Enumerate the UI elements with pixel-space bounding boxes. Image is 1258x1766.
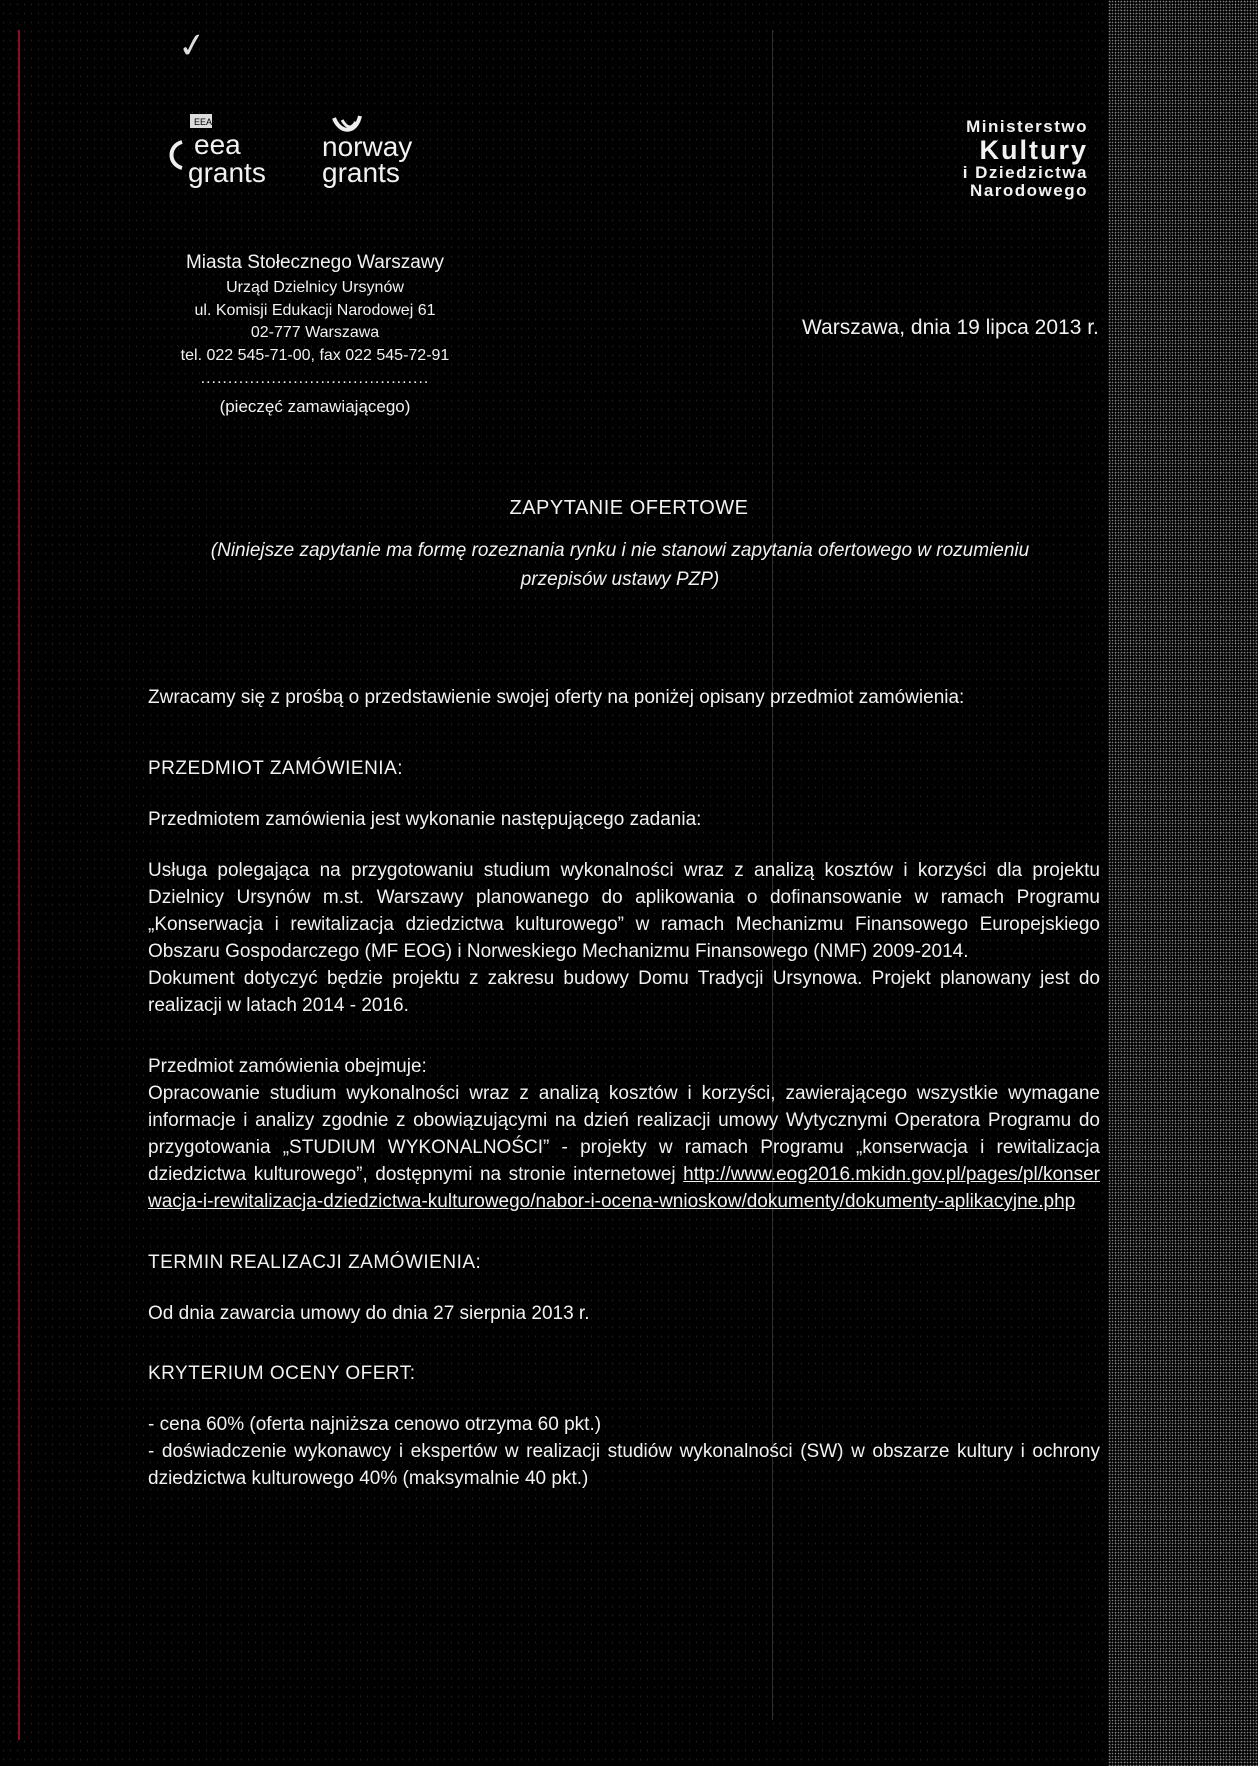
stamp-line: Urząd Dzielnicy Ursynów	[226, 278, 404, 296]
orderer-stamp	[150, 250, 480, 419]
eea-logo-word-2: grants	[188, 157, 266, 188]
subject-paragraph-2: Dokument dotyczyć będzie projektu z zakresu budowy Domu Tradycji Ursynowa. Projekt planowany jest do realizacji w latach 2014 - 2016.	[148, 967, 1100, 1016]
scope-link[interactable]: http://www.eog2016.mkidn.gov.pl/pages/pl/konserwacja-i-rewitalizacja-dziedzictwa-kulturowego/nabor-i-ocena-wnioskow/dokumenty/dokumenty-aplikacyjne.php	[148, 1163, 1101, 1212]
norway-grants-logo	[320, 112, 460, 192]
scan-red-margin-line	[18, 30, 20, 1740]
stamp-line: tel. 022 545-71-00, fax 022 545-72-91	[180, 347, 450, 365]
eea-grants-swirl-icon	[160, 112, 295, 192]
criteria-item: - cena 60% (oferta najniższa cenowo otrzyma 60 pkt.)	[148, 1414, 602, 1436]
stamp-line: Miasta Stołecznego Warszawy	[185, 252, 444, 273]
document-body	[148, 685, 1100, 1493]
scope-heading: Przedmiot zamówienia obejmuje:	[148, 1055, 427, 1077]
subject-paragraph-1: Usługa polegająca na przygotowaniu studium wykonalności wraz z analizą kosztów i korzyści dla projektu Dzielnicy Ursynów m.st. Warszawy planowanego do aplikowania o dofinansowanie w ramach Programu „Konserwacja i rewitalizacja dziedzictwa kulturowego” w ramach Mechanizmu Finansowego Europejskiego Obszaru Gospodarczego (MF EOG) i Norweskiego Mechanizmu Finansowego (NMF) 2009-2014.	[148, 859, 1100, 962]
norway-grants-heart-icon	[320, 112, 460, 192]
subject-lead: Przedmiotem zamówienia jest wykonanie następującego zadania:	[148, 808, 702, 830]
intro-paragraph: Zwracamy się z prośbą o przedstawienie swojej oferty na poniżej opisany przedmiot zamówienia:	[148, 687, 965, 708]
ministry-logo-line-3: i Dziedzictwa	[962, 163, 1088, 183]
stamp-dotted-line: ..........................................	[200, 369, 430, 387]
ministry-logo-line-1: Ministerstwo	[966, 117, 1088, 136]
stamp-line: 02-777 Warszawa	[250, 324, 380, 342]
scope-paragraph	[148, 1081, 1100, 1216]
norway-logo-word-2: grants	[322, 157, 400, 188]
eea-logo-word-1: eea	[194, 129, 241, 160]
scan-edge-noise	[1108, 0, 1258, 1766]
ministry-logo-line-2: Kultury	[979, 134, 1088, 165]
ministry-logo	[928, 118, 1088, 200]
scope-text: Opracowanie studium wykonalności wraz z analizą kosztów i korzyści, zawierającego wszystkie wymagane informacje i analizy zgodnie z obowiązującymi na dzień realizacji umowy Wytycznymi Operatora Programu do przygotowania „STUDIUM WYKONALNOŚCI” - projekty w ramach Programu „konserwacja i rewitalizacja dziedzictwa kulturowego”, dostępnymi na stronie internetowej	[148, 1082, 1100, 1185]
criteria-item: - doświadczenie wykonawcy i ekspertów w realizacji studiów wykonalności (SW) w obszarze kultury i ochrony dziedzictwa kulturowego 40% (maksymalnie 40 pkt.)	[148, 1441, 1100, 1490]
svg-text:EEA: EEA	[194, 117, 213, 127]
stamp-caption: (pieczęć zamawiającego)	[219, 396, 411, 416]
section-heading-subject: PRZEDMIOT ZAMÓWIENIA:	[148, 757, 404, 779]
document-title: ZAPYTANIE OFERTOWE	[509, 497, 749, 519]
deadline-text: Od dnia zawarcia umowy do dnia 27 sierpnia 2013 r.	[148, 1302, 590, 1324]
section-heading-deadline: TERMIN REALIZACJI ZAMÓWIENIA:	[148, 1251, 482, 1273]
document-subtitle: (Niniejsze zapytanie ma formę rozeznania rynku i nie stanowi zapytania ofertowego w rozumieniu przepisów ustawy PZP)	[210, 540, 1030, 590]
norway-logo-word-1: norway	[322, 131, 413, 162]
document-date: Warszawa, dnia 19 lipca 2013 r.	[802, 316, 1099, 339]
handwritten-checkmark-icon: ✓	[175, 25, 210, 67]
section-heading-criteria: KRYTERIUM OCENY OFERT:	[148, 1363, 416, 1385]
stamp-line: ul. Komisji Edukacji Narodowej 61	[194, 301, 436, 319]
eea-grants-logo	[160, 112, 295, 192]
ministry-logo-line-4: Narodowego	[970, 181, 1088, 201]
